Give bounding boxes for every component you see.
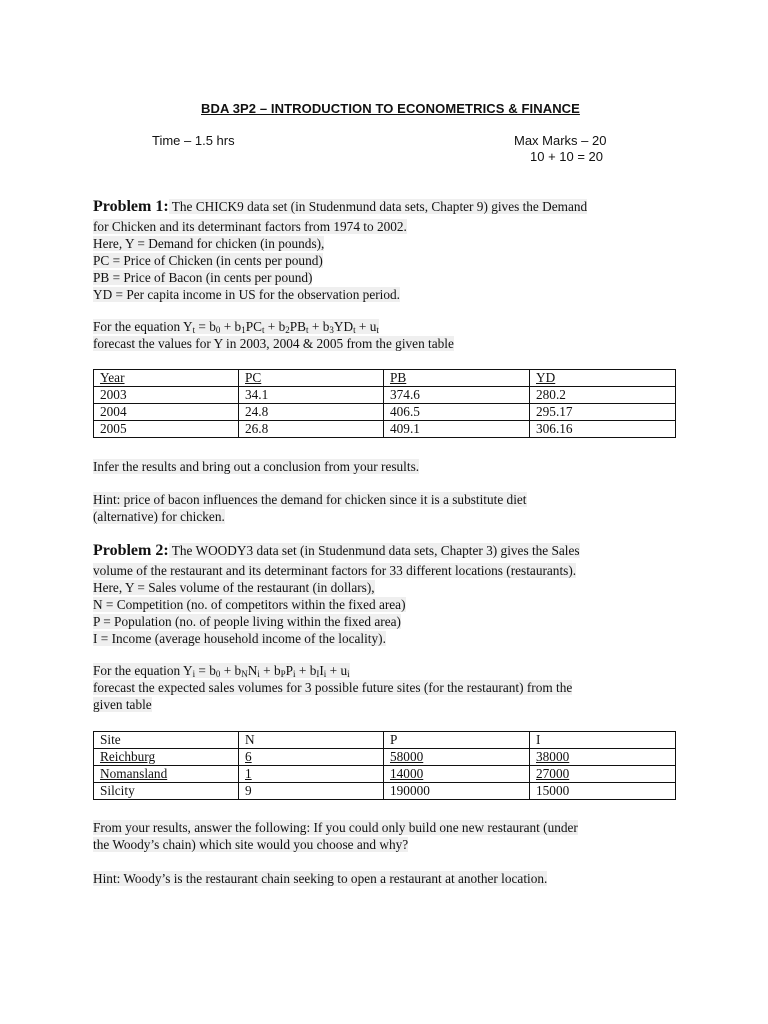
problem-1-hint-text: Hint: price of bacon influences the demand for chicken since it is a substitute diet xyxy=(93,492,527,507)
table-cell: 409.1 xyxy=(384,421,530,438)
table-cell: 295.17 xyxy=(530,404,676,421)
table-header-cell: I xyxy=(530,732,676,749)
table-cell: 6 xyxy=(239,749,384,766)
problem-2-intro-cont: volume of the restaurant and its determinant factors for 33 different locations (restaurants). xyxy=(93,563,577,578)
problem-2-hint xyxy=(93,870,693,887)
table-cell: 306.16 xyxy=(530,421,676,438)
table-cell: 15000 xyxy=(530,783,676,800)
max-marks-label: Max Marks – 20 xyxy=(514,133,607,148)
table-header-cell: YD xyxy=(530,370,676,387)
problem-2-question xyxy=(93,819,693,853)
problem-2-table xyxy=(93,731,676,800)
problem-2-equation: For the equation $Y_i = b_0 + b_NN_i + b_PP_i + b_II_i + u_i$ xyxy=(93,663,350,679)
document-title: BDA 3P2 – INTRODUCTION TO ECONOMETRICS & FINANCE xyxy=(201,101,580,116)
table-row xyxy=(94,421,676,438)
table-row xyxy=(94,783,676,800)
problem-1-intro: The CHICK9 data set (in Studenmund data sets, Chapter 9) gives the Demand xyxy=(168,199,588,214)
table-cell: 280.2 xyxy=(530,387,676,404)
table-row xyxy=(94,387,676,404)
problem-2-section xyxy=(93,542,693,647)
table-cell: 24.8 xyxy=(239,404,384,421)
table-cell: Reichburg xyxy=(94,749,239,766)
problem-1-infer xyxy=(93,458,693,475)
table-row xyxy=(94,404,676,421)
table-cell: 406.5 xyxy=(384,404,530,421)
problem-2-def-n: N = Competition (no. of competitors within the fixed area) xyxy=(93,597,406,612)
problem-1-forecast: forecast the values for Y in 2003, 2004 & 2005 from the given table xyxy=(93,336,454,351)
table-header-cell: Year xyxy=(94,370,239,387)
table-cell: 2003 xyxy=(94,387,239,404)
problem-1-def-y: Here, Y = Demand for chicken (in pounds), xyxy=(93,236,325,251)
table-row xyxy=(94,766,676,783)
table-header-row xyxy=(94,370,676,387)
max-marks xyxy=(514,133,606,165)
problem-1-hint-cont: (alternative) for chicken. xyxy=(93,509,225,524)
problem-2-def-y: Here, Y = Sales volume of the restaurant (in dollars), xyxy=(93,580,375,595)
table-cell: 58000 xyxy=(384,749,530,766)
problem-1-hint xyxy=(93,491,693,525)
marks-split: 10 + 10 = 20 xyxy=(530,149,604,164)
table-header-cell: PB xyxy=(384,370,530,387)
table-cell: Nomansland xyxy=(94,766,239,783)
table-cell: Silcity xyxy=(94,783,239,800)
problem-2-forecast: forecast the expected sales volumes for 3 possible future sites (for the restaurant) from the xyxy=(93,680,573,695)
problem-2-hint-text: Hint: Woody’s is the restaurant chain seeking to open a restaurant at another location. xyxy=(93,871,548,886)
problem-1-section xyxy=(93,198,693,303)
problem-2-intro: The WOODY3 data set (in Studenmund data sets, Chapter 3) gives the Sales xyxy=(168,543,580,558)
table-cell: 26.8 xyxy=(239,421,384,438)
table-cell: 9 xyxy=(239,783,384,800)
problem-1-intro-cont: for Chicken and its determinant factors from 1974 to 2002. xyxy=(93,219,407,234)
problem-2-question-text: From your results, answer the following: If you could only build one new restaurant (under xyxy=(93,820,578,835)
table-header-cell: P xyxy=(384,732,530,749)
equation-prefix: For the equation xyxy=(93,663,183,678)
table-cell: 38000 xyxy=(530,749,676,766)
table-header-cell: N xyxy=(239,732,384,749)
problem-1-def-pb: PB = Price of Bacon (in cents per pound) xyxy=(93,270,313,285)
table-cell: 34.1 xyxy=(239,387,384,404)
problem-1-def-pc: PC = Price of Chicken (in cents per pound) xyxy=(93,253,323,268)
problem-1-equation: For the equation $Y_t = b_0 + b_1PC_t + b_2PB_t + b_3YD_t + u_t$ xyxy=(93,319,379,335)
problem-1-table xyxy=(93,369,676,438)
problem-2-heading: Problem 2: xyxy=(93,542,169,559)
problem-2-question-cont: the Woody’s chain) which site would you choose and why? xyxy=(93,837,409,852)
table-cell: 1 xyxy=(239,766,384,783)
exam-time: Time – 1.5 hrs xyxy=(152,133,235,148)
problem-1-def-yd: YD = Per capita income in US for the observation period. xyxy=(93,287,400,302)
problem-1-heading: Problem 1: xyxy=(93,198,169,215)
table-cell: 14000 xyxy=(384,766,530,783)
equation-prefix: For the equation xyxy=(93,319,183,334)
table-cell: 190000 xyxy=(384,783,530,800)
table-cell: 27000 xyxy=(530,766,676,783)
table-header-row xyxy=(94,732,676,749)
problem-2-def-p: P = Population (no. of people living within the fixed area) xyxy=(93,614,401,629)
table-header-cell: Site xyxy=(94,732,239,749)
problem-2-equation-block xyxy=(93,662,693,713)
table-cell: 2005 xyxy=(94,421,239,438)
table-cell: 2004 xyxy=(94,404,239,421)
table-cell: 374.6 xyxy=(384,387,530,404)
problem-2-forecast-cont: given table xyxy=(93,697,152,712)
problem-2-def-i: I = Income (average household income of the locality). xyxy=(93,631,386,646)
problem-1-infer-text: Infer the results and bring out a conclusion from your results. xyxy=(93,459,420,474)
problem-1-equation-block xyxy=(93,318,693,352)
table-header-cell: PC xyxy=(239,370,384,387)
table-row xyxy=(94,749,676,766)
